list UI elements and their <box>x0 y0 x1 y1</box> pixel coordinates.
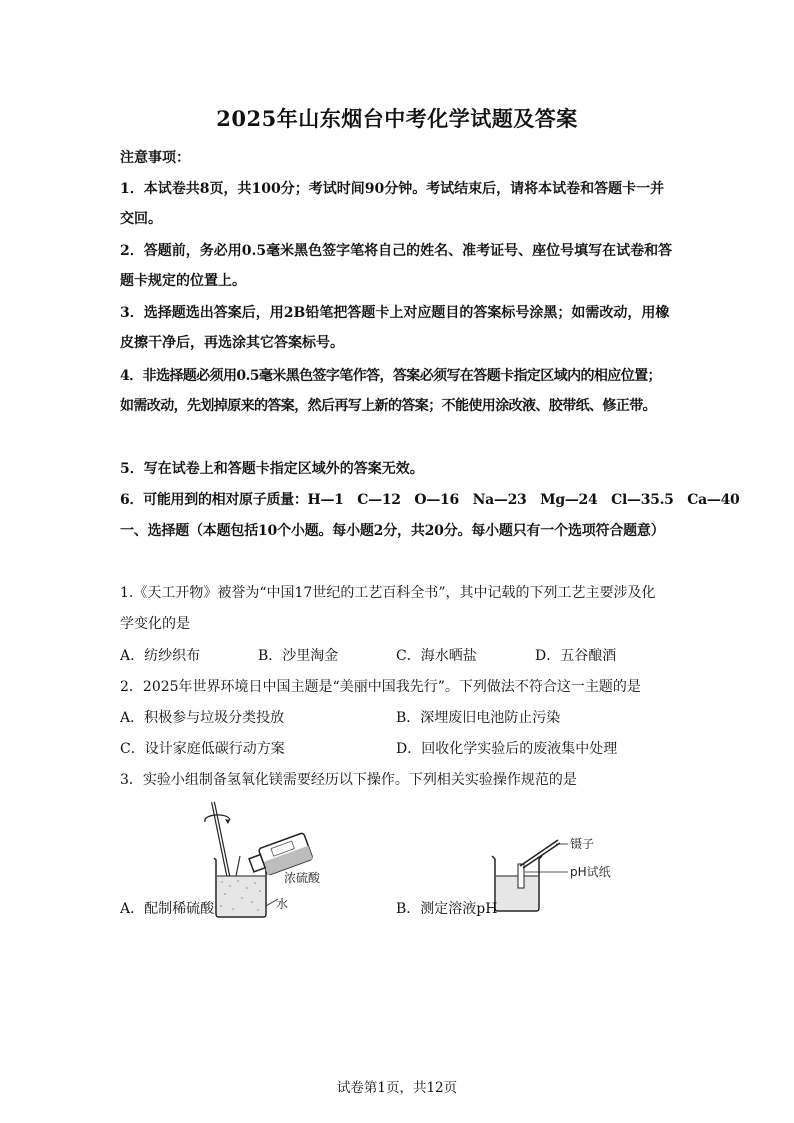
q3-option-b: B．测定溶液pH <box>396 901 498 917</box>
q3-option-a: A．配制稀硫酸 <box>120 901 215 917</box>
q1-stem: 1.《天工开物》被誉为“中国17世纪的工艺百科全书”，其中记载的下列工艺主要涉及化 <box>120 585 656 601</box>
note-line: 1．本试卷共8页，共100分；考试时间90分钟。考试结束后，请将本试卷和答题卡一并 <box>120 181 665 197</box>
note-line: 3．选择题选出答案后，用2B铅笔把答题卡上对应题目的答案标号涂黑；如需改动，用橡 <box>120 305 670 321</box>
note-line: 5．写在试卷上和答题卡指定区域外的答案无效。 <box>120 461 424 477</box>
section-heading: 一、选择题（本题包括10个小题。每小题2分，共20分。每小题只有一个选项符合题意） <box>120 523 665 539</box>
q2-option-b: B．深埋废旧电池防止污染 <box>396 710 561 726</box>
note-line: 题卡规定的位置上。 <box>120 273 246 289</box>
q2-option-c: C．设计家庭低碳行动方案 <box>120 741 285 757</box>
note-line: 4．非选择题必须用0.5毫米黑色签字笔作答，答案必须写在答题卡指定区域内的相应位置； <box>120 368 661 384</box>
page-title: 2025年山东烟台中考化学试题及答案 <box>216 106 578 131</box>
note-line: 6．可能用到的相对原子质量：H—1 C—12 O—16 Na—23 Mg—24 Cl—35.5 Ca—40 <box>120 492 740 508</box>
q1-stem: 学变化的是 <box>120 616 190 632</box>
note-line: 皮擦干净后，再选涂其它答案标号。 <box>120 335 344 351</box>
q1-option-a: A．纺纱织布 <box>120 648 201 664</box>
q1-option-d: D．五谷酿酒 <box>535 648 617 664</box>
label-ph-paper: pH试纸 <box>570 865 611 879</box>
label-conc-acid: 浓硫酸 <box>284 871 321 885</box>
figure-dilute-acid <box>200 796 350 921</box>
notes-heading: 注意事项： <box>120 150 190 166</box>
q1-option-c: C．海水晒盐 <box>396 648 477 664</box>
figure-measure-ph <box>488 828 618 918</box>
label-water: 水 <box>276 897 289 911</box>
note-line: 如需改动，先划掉原来的答案，然后再写上新的答案；不能使用涂改液、胶带纸、修正带。 <box>120 398 656 414</box>
q2-option-a: A．积极参与垃圾分类投放 <box>120 710 285 726</box>
note-line: 2．答题前，务必用0.5毫米黑色签字笔将自己的姓名、准考证号、座位号填写在试卷和答 <box>120 243 673 259</box>
q1-option-b: B．沙里淘金 <box>258 648 339 664</box>
note-line: 交回。 <box>120 211 162 227</box>
page-footer: 试卷第1页，共12页 <box>336 1080 458 1096</box>
label-tweezers: 镊子 <box>570 837 595 851</box>
q2-option-d: D．回收化学实验后的废液集中处理 <box>396 741 618 757</box>
q3-stem: 3．实验小组制备氢氧化镁需要经历以下操作。下列相关实验操作规范的是 <box>120 772 577 788</box>
q2-stem: 2．2025年世界环境日中国主题是“美丽中国我先行”。下列做法不符合这一主题的是 <box>120 679 641 695</box>
